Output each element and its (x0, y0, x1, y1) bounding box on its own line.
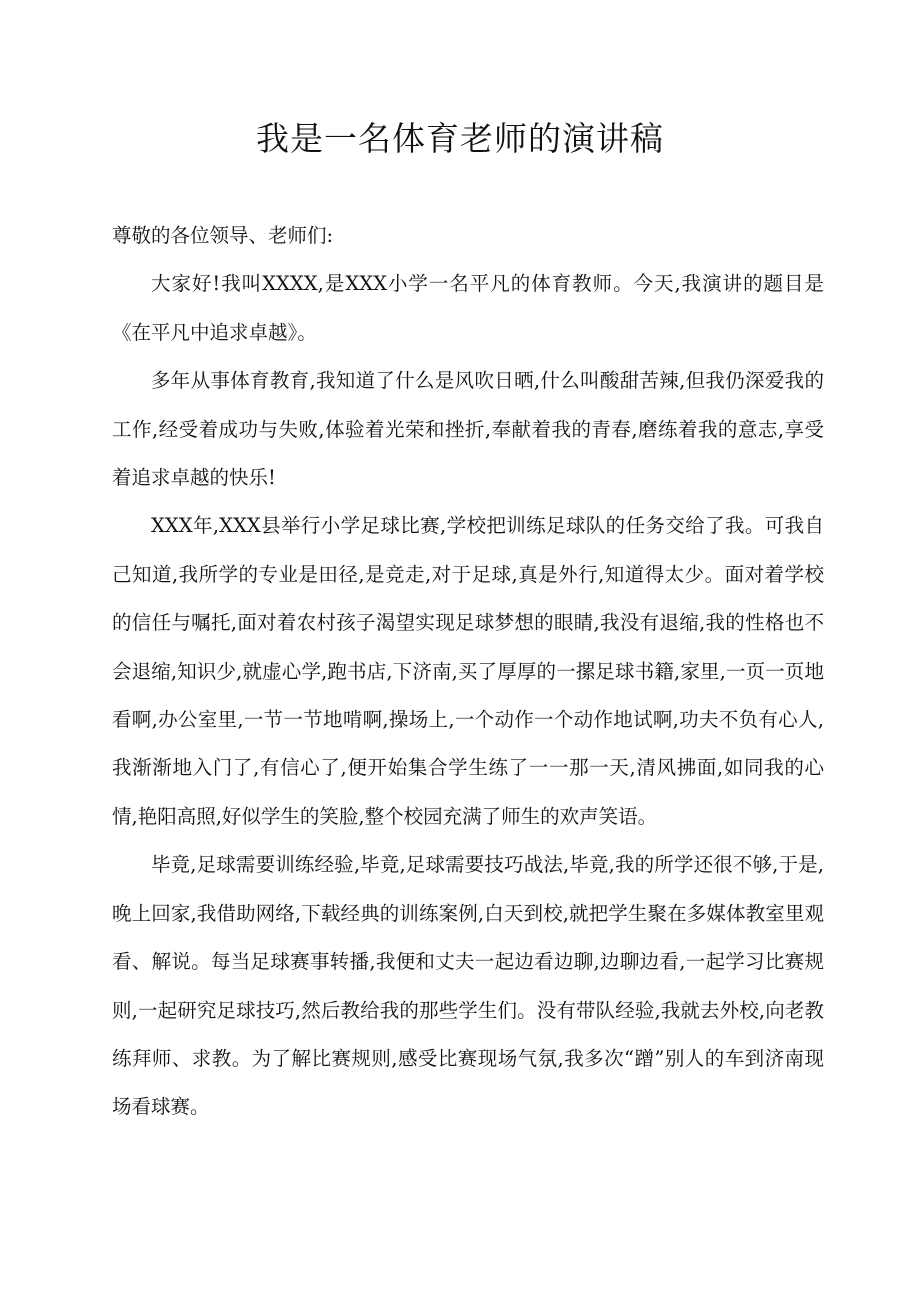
paragraph-career: 多年从事体育教育,我知道了什么是风吹日晒,什么叫酸甜苦辣,但我仍深爱我的工作,经受着成功与失败,体验着光荣和挫折,奉献着我的青春,磨练着我的意志,享受着追求卓越的快乐! (112, 369, 824, 490)
salutation: 尊敬的各位领导、老师们: (112, 224, 334, 247)
paragraph-football-team: XXX年,XXX县举行小学足球比赛,学校把训练足球队的任务交给了我。可我自己知道,我所学的专业是田径,是竞走,对于足球,真是外行,知道得太少。面对着学校的信任与嘱托,面对着农村孩子渴望实现足球梦想的眼睛,我没有退缩,我的性格也不会退缩,知识少,就虚心学,跑书店,下济南,买了厚厚的一摞足球书籍,家里,一页一页地看啊,办公室里,一节一节地啃啊,操场上,一个动作一个动作地试啊,功夫不负有心人,我渐渐地入门了,有信心了,便开始集合学生练了一一那一天,清风拂面,如同我的心情,艳阳高照,好似学生的笑脸,整个校园充满了师生的欢声笑语。 (112, 514, 824, 828)
paragraph-intro: 大家好!我叫XXXX,是XXX小学一名平凡的体育教师。今天,我演讲的题目是《在平凡中追求卓越》。 (112, 272, 824, 344)
paragraph-training-experience: 毕竟,足球需要训练经验,毕竟,足球需要技巧战法,毕竟,我的所学还很不够,于是,晚上回家,我借助网络,下载经典的训练案例,白天到校,就把学生聚在多媒体教室里观看、解说。每当足球赛事转播,我便和丈夫一起边看边聊,边聊边看,一起学习比赛规则,一起研究足球技巧,然后教给我的那些学生们。没有带队经验,我就去外校,向老教练拜师、求教。为了解比赛规则,感受比赛现场气氛,我多次“蹭”别人的车到济南现场看球赛。 (112, 853, 824, 1119)
document-body (112, 212, 824, 1132)
document-title: 我是一名体育老师的演讲稿 (256, 119, 664, 158)
